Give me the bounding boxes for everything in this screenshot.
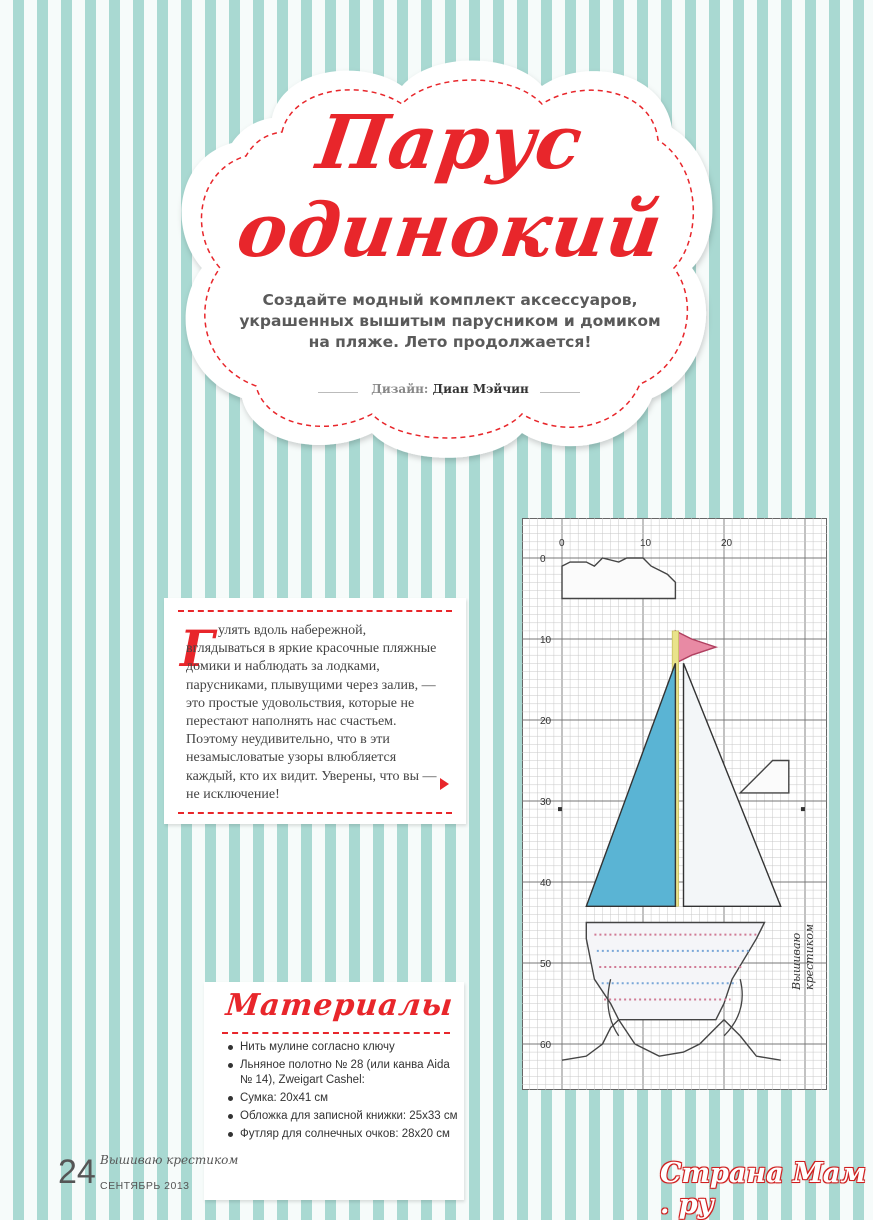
magazine-name: Вышиваю крестиком xyxy=(100,1153,239,1167)
arrow-right-icon xyxy=(440,778,449,790)
site-watermark: Страна Мам . ру xyxy=(660,1158,867,1220)
intro-card xyxy=(164,598,466,824)
designer-name: Диан Мэйчин xyxy=(432,382,529,396)
y-axis-label: 20 xyxy=(540,716,552,727)
design-credit xyxy=(330,382,570,396)
list-item: Футляр для солнечных очков: 28x20 см xyxy=(230,1127,460,1142)
dashed-divider xyxy=(178,610,452,612)
drop-cap: Г xyxy=(180,619,215,678)
dashed-divider xyxy=(222,1032,450,1034)
page-number: 24 xyxy=(58,1153,96,1191)
x-axis-label: 0 xyxy=(559,538,565,549)
chart-brand-label: Вышиваю крестиком xyxy=(790,923,816,990)
y-axis-label: 30 xyxy=(540,797,552,808)
list-item: Обложка для записной книжки: 25x33 см xyxy=(230,1109,460,1124)
materials-title: Материалы xyxy=(224,988,456,1023)
y-axis-label: 0 xyxy=(540,554,546,565)
list-item: Льняное полотно № 28 (или канва Aida № 14), Zweigart Cashel: xyxy=(230,1058,460,1088)
list-item: Нить мулине согласно ключу xyxy=(230,1040,460,1055)
y-axis-label: 50 xyxy=(540,959,552,970)
dashed-divider xyxy=(178,812,452,814)
list-item: Сумка: 20x41 см xyxy=(230,1091,460,1106)
title-line-1: Парус xyxy=(311,100,589,186)
design-label: Дизайн: xyxy=(371,382,429,396)
issue-date: СЕНТЯБРЬ 2013 xyxy=(100,1180,190,1192)
materials-list xyxy=(230,1040,460,1145)
y-axis-label: 60 xyxy=(540,1040,552,1051)
subtitle: Создайте модный комплект аксессуаров, украшенных вышитым парусником и домиком на пляже. Лето продолжается! xyxy=(239,291,661,351)
intro-text: улять вдоль набережной, вглядываться в яркие красочные пляжные домики и наблюдать за лодками, парусниками, плывущими через залив, — это простые удовольствия, которые не перестают наполнять нас счастьем. Поэтому неудивительно, что в эти незамысловатые узоры влюбляется каждый, кто их видит. Уверены, что вы — не исключение! xyxy=(186,623,437,802)
x-axis-label: 10 xyxy=(640,538,652,549)
stitch-chart-grid xyxy=(522,518,827,1090)
center-marker xyxy=(801,807,805,811)
y-axis-label: 40 xyxy=(540,878,552,889)
materials-card xyxy=(204,982,464,1200)
stitch-chart xyxy=(522,518,827,1090)
title-line-2: одинокий xyxy=(232,188,668,274)
y-axis-label: 10 xyxy=(540,635,552,646)
x-axis-label: 20 xyxy=(721,538,733,549)
center-marker xyxy=(558,807,562,811)
